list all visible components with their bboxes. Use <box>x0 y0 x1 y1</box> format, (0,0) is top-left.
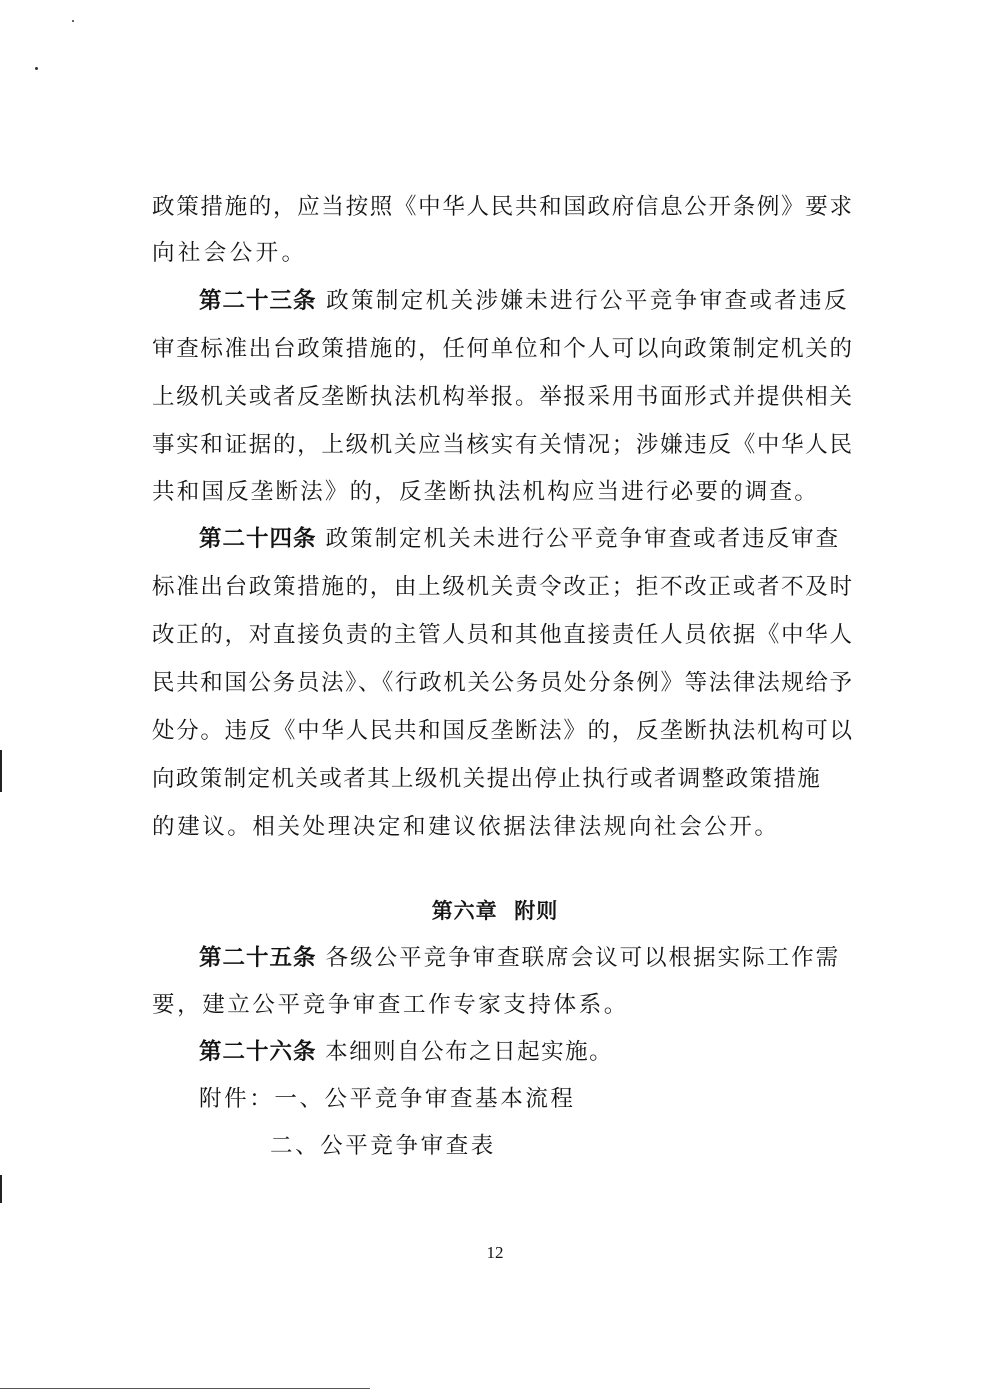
body-line: 政策措施的，应当按照《中华人民共和国政府信息公开条例》要求 <box>152 194 852 220</box>
body-text: 政策制定机关未进行公平竞争审查或者违反审查 <box>325 526 841 552</box>
scan-bottom-line <box>0 1388 370 1389</box>
body-line: 上级机关或者反垄断执法机构举报。举报采用书面形式并提供相关 <box>152 384 852 410</box>
scan-edge-mark <box>0 750 2 792</box>
scan-edge-mark <box>0 1175 2 1203</box>
article-26 <box>199 1037 852 1067</box>
body-line: 向社会公开。 <box>152 240 308 266</box>
body-line: 向政策制定机关或者其上级机关提出停止执行或者调整政策措施 <box>152 766 822 792</box>
article-number: 第二十四条 <box>199 526 317 552</box>
scan-speck <box>35 67 38 70</box>
body-line: 标准出台政策措施的，由上级机关责令改正；拒不改正或者不及时 <box>152 574 852 600</box>
article-number: 第二十六条 <box>199 1039 317 1065</box>
chapter-heading: 第六章 附则 <box>431 899 559 923</box>
body-line: 审查标准出台政策措施的，任何单位和个人可以向政策制定机关的 <box>152 336 852 362</box>
article-24 <box>199 524 852 554</box>
article-23 <box>199 286 852 316</box>
article-25 <box>199 943 852 973</box>
body-line: 共和国反垄断法》的，反垄断执法机构应当进行必要的调查。 <box>152 479 819 505</box>
body-line: 处分。违反《中华人民共和国反垄断法》的，反垄断执法机构可以 <box>152 718 852 744</box>
body-text: 本细则自公布之日起实施。 <box>325 1039 614 1065</box>
body-line: 民共和国公务员法》、《行政机关公务员处分条例》等法律法规给予 <box>152 670 852 696</box>
scan-speck <box>72 20 74 22</box>
attachments-label: 附件： <box>199 1086 275 1112</box>
body-text: 各级公平竞争审查联席会议可以根据实际工作需 <box>325 945 841 971</box>
article-number: 第二十三条 <box>199 288 317 314</box>
attachments-line <box>199 1084 852 1114</box>
article-number: 第二十五条 <box>199 945 317 971</box>
body-line: 要，建立公平竞争审查工作专家支持体系。 <box>152 992 629 1018</box>
body-line: 的建议。相关处理决定和建议依据法律法规向社会公开。 <box>152 814 780 840</box>
attachment-item: 一、公平竞争审查基本流程 <box>274 1086 576 1112</box>
body-line: 事实和证据的，上级机关应当核实有关情况；涉嫌违反《中华人民 <box>152 432 852 458</box>
body-line: 改正的，对直接负责的主管人员和其他直接责任人员依据《中华人 <box>152 622 852 648</box>
body-text: 政策制定机关涉嫌未进行公平竞争审查或者违反 <box>326 288 849 314</box>
attachment-item: 二、公平竞争审查表 <box>270 1133 496 1159</box>
page-number: 12 <box>486 1243 504 1262</box>
